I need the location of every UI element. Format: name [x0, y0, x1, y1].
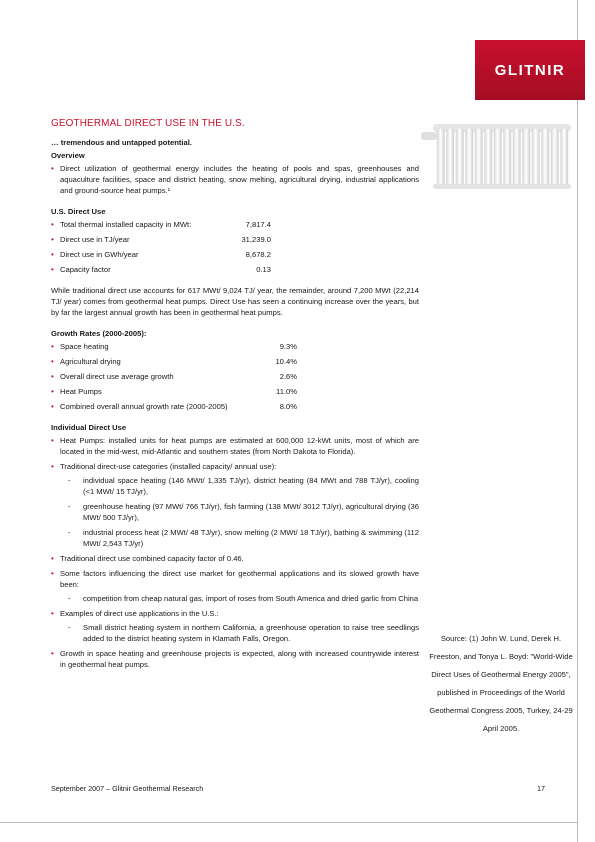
sub-list	[60, 593, 419, 604]
list-item: • Heat Pumps: installed units for heat pumps are estimated at 600,000 12-kWt units, most of which are located in the mid-west, mid-Atlantic and southern states (from North Dakota to Florida).	[51, 435, 419, 457]
list-item	[51, 234, 419, 245]
source-note: Source: (1) John W. Lund, Derek H. Freeston, and Tonya L. Boyd: "World-Wide Direct Uses of Geothermal Energy 2005", published in Proceedings of the World Geothermal Congress 2005, Turkey, 24-29 April 2005.	[429, 634, 573, 733]
list-item	[51, 461, 419, 549]
list-item	[51, 341, 419, 352]
summary-paragraph: While traditional direct use accounts for 617 MWt/ 9,024 TJ/ year, the remainder, around 7,200 MWt (22,214 TJ/ year) comes from geothermal heat pumps. Direct Use has seen a continuing increase over the years, but by far the largest annual growth has been in geothermal heat pumps.	[51, 286, 419, 317]
individual-heading: Individual Direct Use	[51, 423, 127, 432]
item-label: • Combined overall annual growth rate (2000-2005)	[60, 402, 228, 411]
radiator-fin	[513, 128, 521, 186]
list-item	[51, 608, 419, 644]
item-label: • Direct use in GWh/year	[60, 250, 139, 259]
list-item	[51, 568, 419, 604]
growth-heading: Growth Rates (2000-2005):	[51, 329, 147, 338]
item-label: • Heat Pumps	[60, 387, 102, 396]
footer	[51, 784, 545, 793]
sub-item: - individual space heating (146 MWt/ 1,335 TJ/yr), district heating (84 MWt and 788 TJ/yr), cooling (<1 MWt/ 15 TJ/yr),	[60, 475, 419, 497]
sub-item: - greenhouse heating (97 MWt/ 766 TJ/yr), fish farming (138 MWt/ 3012 TJ/yr), agricultural drying (36 MWt/ 500 TJ/yr),	[60, 501, 419, 523]
radiator-fin	[542, 128, 550, 186]
list-item	[51, 219, 419, 230]
page-number: 17	[537, 784, 545, 793]
radiator-fin	[523, 128, 531, 186]
right-margin-line	[577, 0, 578, 842]
list-item	[51, 401, 419, 412]
radiator-fin	[561, 128, 569, 186]
radiator-fin	[447, 128, 455, 186]
subtitle: … tremendous and untapped potential.	[51, 138, 192, 147]
growth-list	[51, 341, 419, 412]
list-item	[51, 371, 419, 382]
item-text: Some factors influencing the direct use market for geothermal applications and its slowed growth have been:	[60, 569, 419, 589]
overview-text: • Direct utilization of geothermal energy includes the heating of pools and spas, greenhouses and aquaculture facilities, space and district heating, snow melting, agricultural drying, industrial applications and ground-source heat pumps.¹	[51, 163, 419, 196]
item-value: 8,678.2	[245, 250, 271, 259]
bottom-margin-line	[0, 822, 578, 823]
list-item: • Growth in space heating and greenhouse projects is expected, along with increased countrywide interest in geothermal heat pumps.	[51, 648, 419, 670]
item-value: 11.0%	[276, 387, 297, 396]
individual-list	[51, 435, 419, 670]
item-text: Examples of direct use applications in the U.S.:	[60, 609, 219, 618]
sub-list	[60, 622, 419, 644]
list-item	[51, 356, 419, 367]
item-value: 0.13	[256, 265, 271, 274]
item-text: Traditional direct-use categories (installed capacity/ annual use):	[60, 462, 277, 471]
item-value: 7,817.4	[245, 220, 271, 229]
item-value: 31,239.0	[241, 235, 271, 244]
radiator-fin	[494, 128, 502, 186]
list-item	[51, 249, 419, 260]
radiator-fin	[475, 128, 483, 186]
list-item: • Traditional direct use combined capacity factor of 0.46.	[51, 553, 419, 564]
us-direct-use-list	[51, 219, 419, 275]
sub-list	[60, 475, 419, 549]
item-label: • Direct use in TJ/year	[60, 235, 130, 244]
item-label: • Space heating	[60, 342, 109, 351]
sub-item: - Small district heating system in northern California, a greenhouse operation to raise tree seedlings added to the district heating system in Klamath Falls, Oregon.	[60, 622, 419, 644]
radiator-image	[421, 118, 571, 193]
radiator-fin	[504, 128, 512, 186]
glitnir-logo	[475, 40, 585, 100]
item-value: 2.6%	[279, 372, 297, 381]
footer-text: September 2007 – Glitnir Geothermal Research	[51, 784, 204, 793]
list-item	[51, 386, 419, 397]
radiator-fin	[456, 128, 464, 186]
overview-heading: Overview	[51, 151, 85, 160]
radiator-fin	[485, 128, 493, 186]
overview-list	[51, 163, 419, 196]
item-value: 10.4%	[275, 357, 297, 366]
radiator-fin	[466, 128, 474, 186]
item-label: • Overall direct use average growth	[60, 372, 174, 381]
item-value: 8.0%	[279, 402, 297, 411]
item-value: 9.3%	[279, 342, 297, 351]
item-label: • Capacity factor	[60, 265, 111, 274]
page-title: GEOTHERMAL DIRECT USE IN THE U.S.	[51, 118, 245, 129]
radiator-fin	[532, 128, 540, 186]
radiator-fin	[437, 128, 445, 186]
main-content	[51, 118, 419, 674]
item-label: • Total thermal installed capacity in MWt:	[60, 220, 192, 229]
us-direct-use-heading: U.S. Direct Use	[51, 207, 106, 216]
radiator-fin	[551, 128, 559, 186]
logo-text: GLITNIR	[494, 61, 566, 79]
sub-item: - competition from cheap natural gas, import of roses from South America and dried garlic from China	[60, 593, 419, 604]
sub-item: - industrial process heat (2 MWt/ 48 TJ/yr), snow melting (2 MWt/ 18 TJ/yr), bathing & swimming (112 MWt/ 2,543 TJ/yr)	[60, 527, 419, 549]
list-item	[51, 264, 419, 275]
item-label: • Agricultural drying	[60, 357, 121, 366]
